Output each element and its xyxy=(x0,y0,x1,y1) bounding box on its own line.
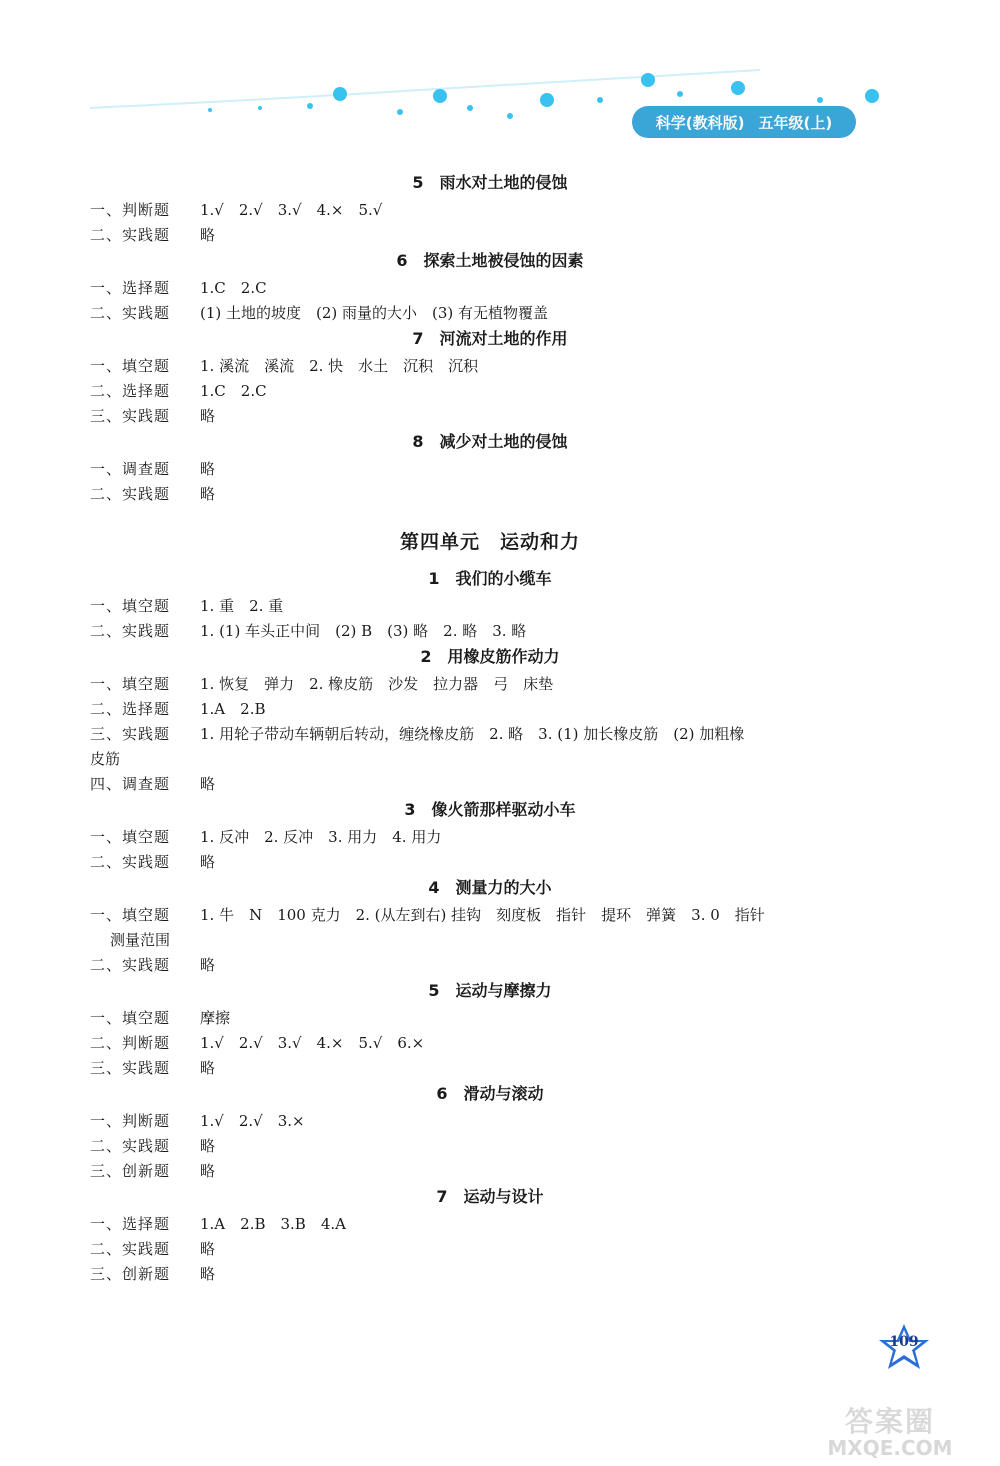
section-title: 7 运动与设计 xyxy=(436,1187,544,1206)
answer-content xyxy=(90,170,890,1287)
sections-part2 xyxy=(90,568,890,1287)
question-type-label: 一、选择题 xyxy=(90,279,171,297)
question-type-label: 三、实践题 xyxy=(90,1059,171,1077)
question-type-label: 二、实践题 xyxy=(90,956,171,974)
section xyxy=(90,646,890,797)
sections-part1 xyxy=(90,172,890,507)
answer-text: 略 xyxy=(200,956,216,974)
question-type-label: 一、填空题 xyxy=(90,597,171,615)
question-type-label: 一、填空题 xyxy=(90,906,171,924)
watermark-url: MXQE.COM xyxy=(827,1436,953,1460)
question-type-label: 二、实践题 xyxy=(90,853,171,871)
answer-row xyxy=(90,223,890,248)
answer-text: 略 xyxy=(200,853,216,871)
question-type-label: 二、选择题 xyxy=(90,382,171,400)
section-title: 1 我们的小缆车 xyxy=(428,569,552,588)
answer-row xyxy=(90,379,890,404)
question-type-label: 三、创新题 xyxy=(90,1162,171,1180)
answer-row xyxy=(90,482,890,507)
section xyxy=(90,431,890,507)
answer-row xyxy=(90,276,890,301)
question-type-label: 二、选择题 xyxy=(90,700,171,718)
answer-row xyxy=(90,198,890,223)
answer-row xyxy=(90,1134,890,1159)
answer-text: 略 xyxy=(200,1162,216,1180)
answer-text: 1.C 2.C xyxy=(200,382,267,400)
page-number: 109 xyxy=(889,1334,919,1350)
section xyxy=(90,250,890,326)
header-subject: 科学(教科版) xyxy=(655,113,745,132)
answer-row xyxy=(90,1237,890,1262)
answer-row xyxy=(90,1031,890,1056)
answer-row xyxy=(90,850,890,875)
question-type-label: 一、判断题 xyxy=(90,201,171,219)
answer-row xyxy=(90,1212,890,1237)
question-type-label: 二、实践题 xyxy=(90,1137,171,1155)
question-type-label: 二、实践题 xyxy=(90,485,171,503)
answer-text: 1. 牛 N 100 克力 2. (从左到右) 挂钩 刻度板 指针 提环 弹簧 3. 0 指针 xyxy=(200,906,765,924)
section xyxy=(90,1083,890,1184)
question-type-label: 一、判断题 xyxy=(90,1112,171,1130)
question-type-label: 三、实践题 xyxy=(90,407,171,425)
answer-continuation: 测量范围 xyxy=(110,931,171,949)
section xyxy=(90,568,890,644)
answer-row xyxy=(90,404,890,429)
answer-text: 1. 反冲 2. 反冲 3. 用力 4. 用力 xyxy=(200,828,442,846)
answer-text: 1. 用轮子带动车辆朝后转动，缠绕橡皮筋 2. 略 3. (1) 加长橡皮筋 (2) 加粗橡 xyxy=(200,725,745,743)
section-title: 8 减少对土地的侵蚀 xyxy=(412,432,568,451)
answer-row xyxy=(90,1056,890,1081)
question-type-label: 一、调查题 xyxy=(90,460,171,478)
answer-text: 略 xyxy=(200,1265,216,1283)
answer-row xyxy=(90,697,890,722)
answer-continuation: 皮筋 xyxy=(90,750,121,768)
question-type-label: 一、填空题 xyxy=(90,675,171,693)
answer-row xyxy=(90,619,890,644)
answer-row xyxy=(90,457,890,482)
answer-text: 略 xyxy=(200,775,216,793)
section-title: 4 测量力的大小 xyxy=(428,878,552,897)
section-title: 3 像火箭那样驱动小车 xyxy=(404,800,576,819)
answer-text: 略 xyxy=(200,485,216,503)
question-type-label: 三、实践题 xyxy=(90,725,171,743)
section xyxy=(90,1186,890,1287)
answer-text: 1.A 2.B xyxy=(200,700,266,718)
header-badge xyxy=(632,106,856,138)
answer-row xyxy=(90,594,890,619)
section-title: 6 滑动与滚动 xyxy=(436,1084,544,1103)
section xyxy=(90,328,890,429)
answer-text: 1. 恢复 弹力 2. 橡皮筋 沙发 拉力器 弓 床垫 xyxy=(200,675,554,693)
question-type-label: 三、创新题 xyxy=(90,1265,171,1283)
answer-row xyxy=(90,354,890,379)
answer-row xyxy=(90,953,890,978)
answer-text: (1) 土地的坡度 (2) 雨量的大小 (3) 有无植物覆盖 xyxy=(200,304,549,322)
answer-text: 略 xyxy=(200,460,216,478)
answer-text: 略 xyxy=(200,1137,216,1155)
answer-text: 1.C 2.C xyxy=(200,279,267,297)
question-type-label: 一、选择题 xyxy=(90,1215,171,1233)
section xyxy=(90,980,890,1081)
answer-text: 1.√ 2.√ 3.× xyxy=(200,1112,305,1130)
answer-text: 1. (1) 车头正中间 (2) B (3) 略 2. 略 3. 略 xyxy=(200,622,527,640)
section-title: 2 用橡皮筋作动力 xyxy=(420,647,560,666)
section-title: 6 探索土地被侵蚀的因素 xyxy=(396,251,584,270)
question-type-label: 二、判断题 xyxy=(90,1034,171,1052)
answer-text: 略 xyxy=(200,407,216,425)
unit-title: 第四单元 运动和力 xyxy=(399,531,580,553)
header-grade: 五年级(上) xyxy=(758,113,833,132)
answer-text: 摩擦 xyxy=(200,1009,231,1027)
section xyxy=(90,799,890,875)
section-title: 5 雨水对土地的侵蚀 xyxy=(412,173,568,192)
answer-row xyxy=(90,722,890,772)
answer-row xyxy=(90,1109,890,1134)
answer-text: 1.√ 2.√ 3.√ 4.× 5.√ xyxy=(200,201,383,219)
answer-row xyxy=(90,825,890,850)
answer-row xyxy=(90,301,890,326)
watermark-text: 答案圈 xyxy=(844,1405,935,1438)
question-type-label: 四、调查题 xyxy=(90,775,171,793)
answer-text: 1.A 2.B 3.B 4.A xyxy=(200,1215,346,1233)
answer-text: 略 xyxy=(200,1240,216,1258)
answer-row xyxy=(90,903,890,953)
answer-row xyxy=(90,1006,890,1031)
section-title: 5 运动与摩擦力 xyxy=(428,981,552,1000)
answer-text: 1.√ 2.√ 3.√ 4.× 5.√ 6.× xyxy=(200,1034,425,1052)
answer-text: 1. 溪流 溪流 2. 快 水土 沉积 沉积 xyxy=(200,357,479,375)
answer-text: 略 xyxy=(200,226,216,244)
answer-row xyxy=(90,772,890,797)
answer-row xyxy=(90,672,890,697)
section xyxy=(90,877,890,978)
question-type-label: 二、实践题 xyxy=(90,1240,171,1258)
question-type-label: 二、实践题 xyxy=(90,304,171,322)
section-title: 7 河流对土地的作用 xyxy=(412,329,568,348)
section xyxy=(90,172,890,248)
answer-text: 略 xyxy=(200,1059,216,1077)
answer-row xyxy=(90,1262,890,1287)
answer-text: 1. 重 2. 重 xyxy=(200,597,284,615)
question-type-label: 一、填空题 xyxy=(90,1009,171,1027)
question-type-label: 一、填空题 xyxy=(90,828,171,846)
question-type-label: 二、实践题 xyxy=(90,226,171,244)
watermark-logo xyxy=(800,1400,980,1460)
question-type-label: 二、实践题 xyxy=(90,622,171,640)
question-type-label: 一、填空题 xyxy=(90,357,171,375)
answer-row xyxy=(90,1159,890,1184)
